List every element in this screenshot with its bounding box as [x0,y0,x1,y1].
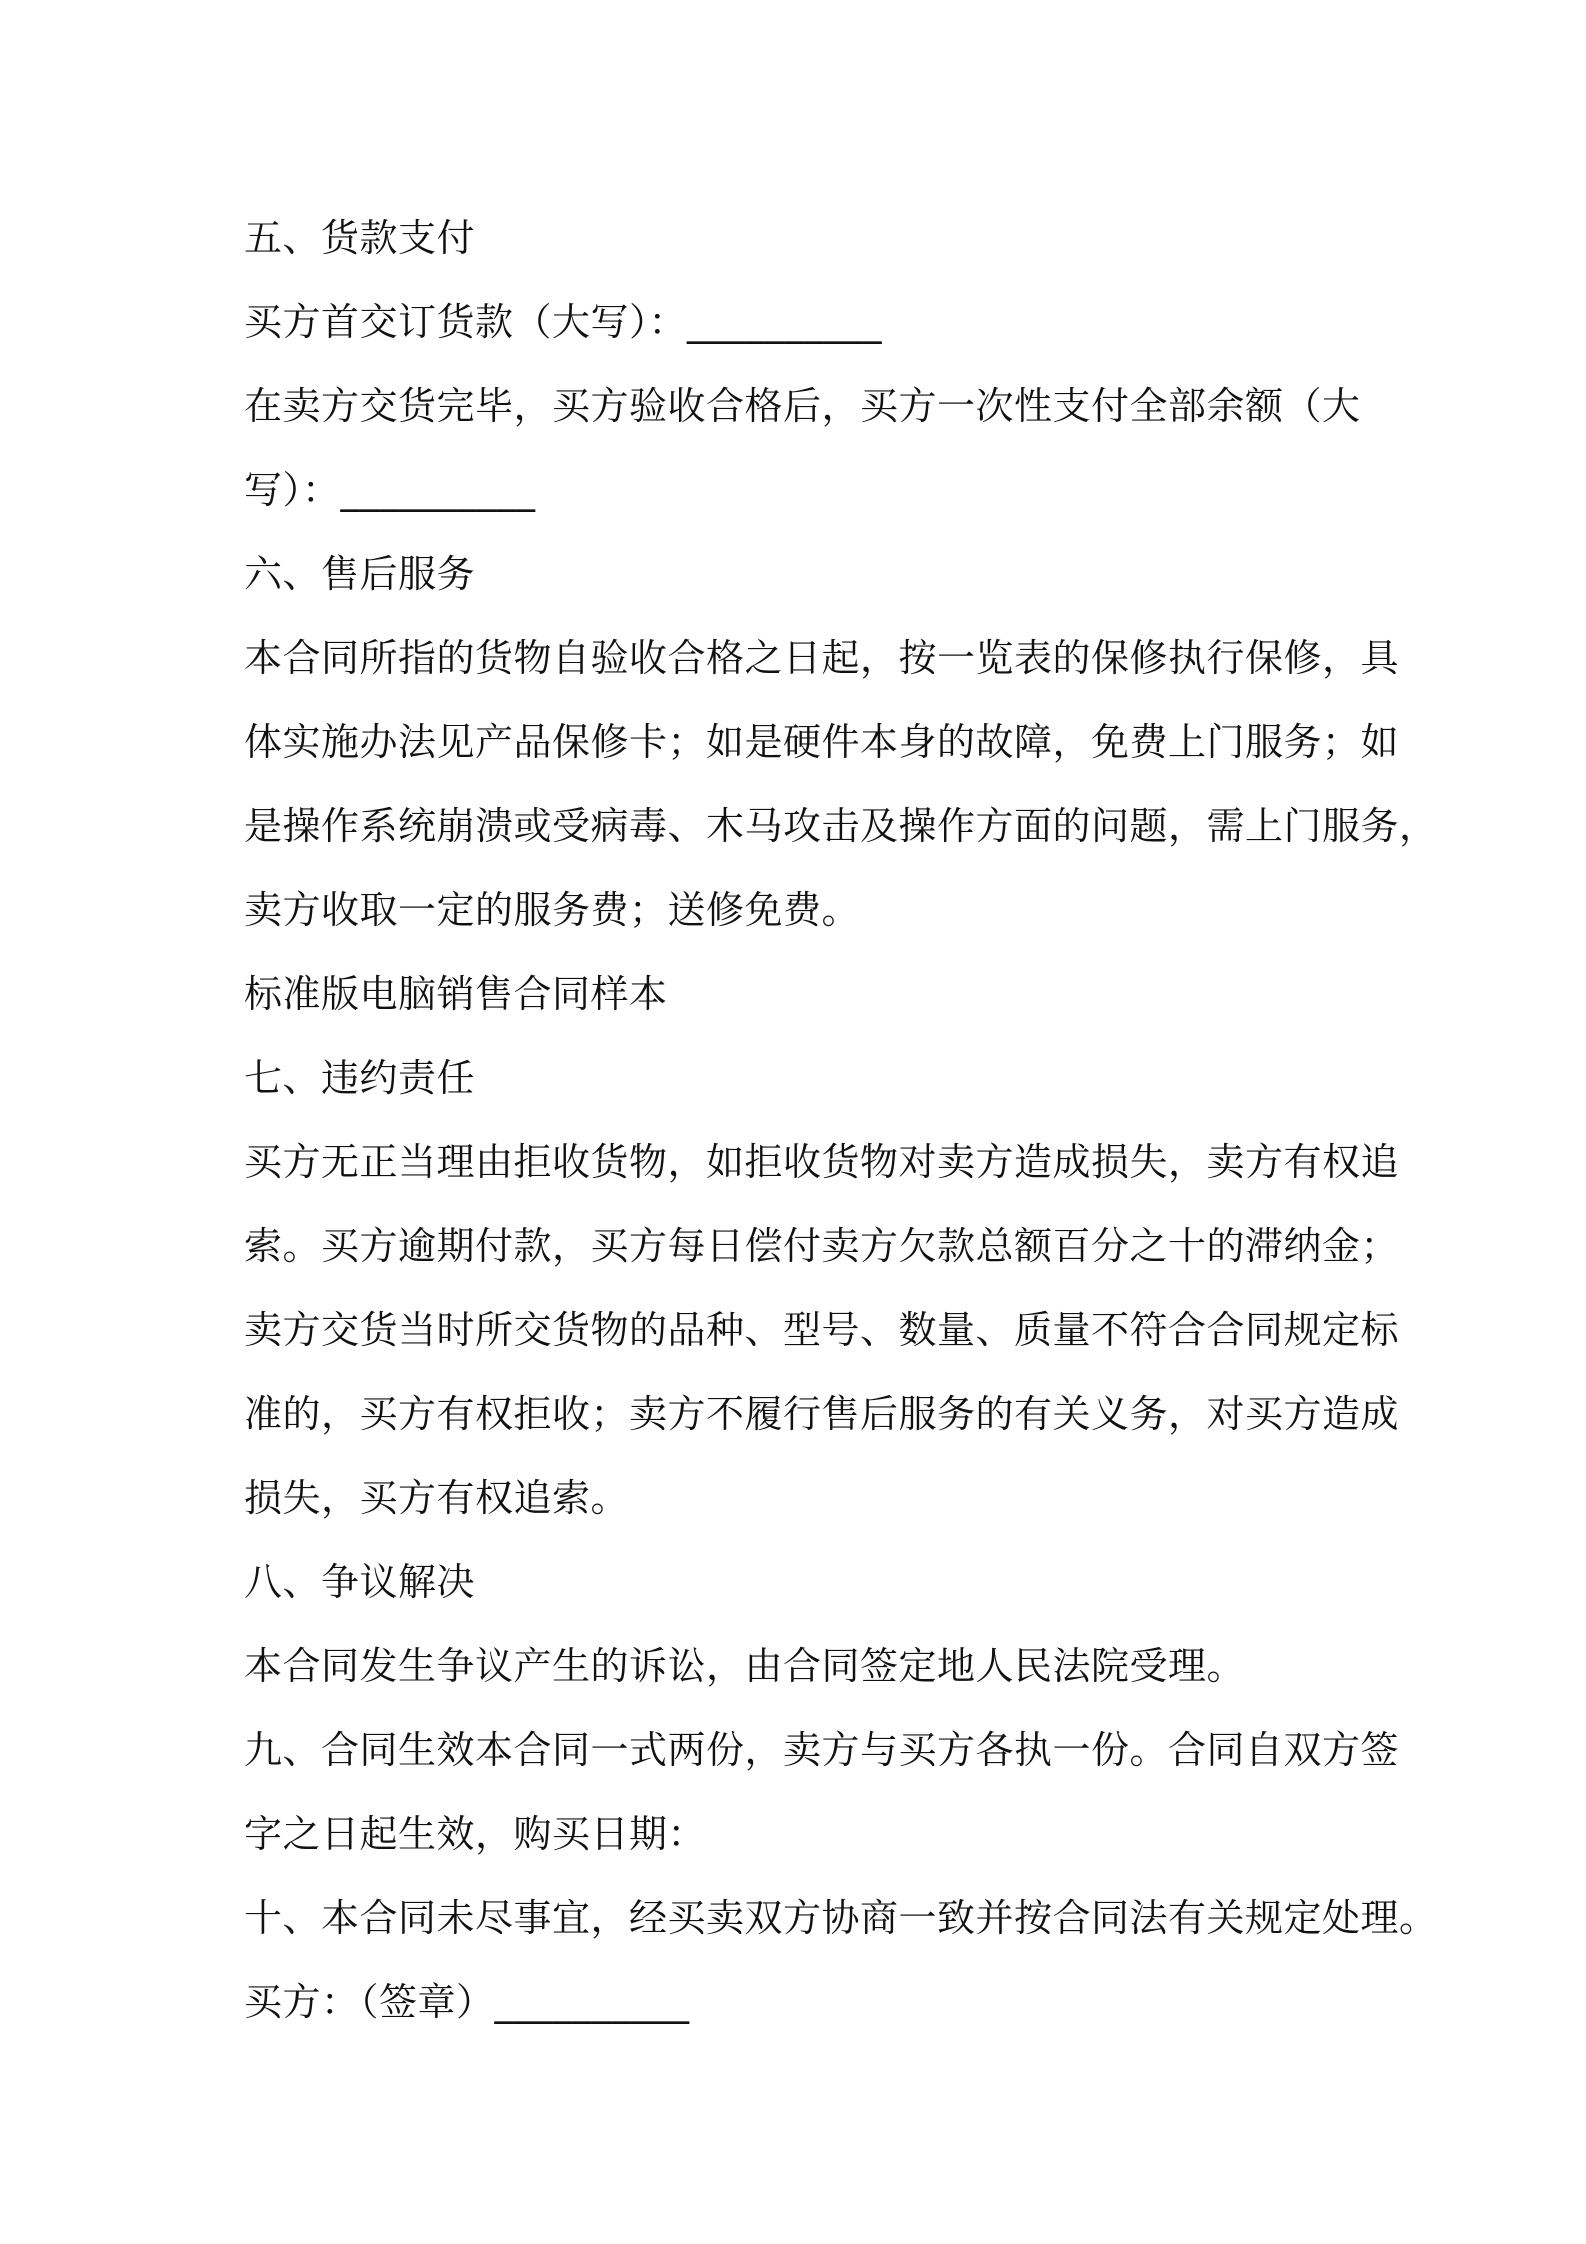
liability-paragraph-line: 损失，买方有权追索。 [244,1476,630,1520]
balance-payment-line-cont: 写）：__________ [244,468,536,512]
section-6-heading: 六、售后服务 [244,552,476,596]
warranty-paragraph-line: 本合同所指的货物自验收合格之日起，按一览表的保修执行保修，具 [244,636,1400,680]
section-10-line: 十、本合同未尽事宜，经买卖双方协商一致并按合同法有关规定处理。 [244,1896,1438,1940]
warranty-paragraph-line: 是操作系统崩溃或受病毒、木马攻击及操作方面的问题，需上门服务， [244,804,1438,848]
down-payment-line: 买方首交订货款（大写）：__________ [244,300,883,344]
liability-paragraph-line: 卖方交货当时所交货物的品种、型号、数量、质量不符合合同规定标 [244,1308,1400,1352]
balance-payment-line: 在卖方交货完毕，买方验收合格后，买方一次性支付全部余额（大 [244,384,1361,428]
buyer-signature-line: 买方：（签章）__________ [244,1980,690,2024]
dispute-paragraph-line: 本合同发生争议产生的诉讼，由合同签定地人民法院受理。 [244,1644,1246,1688]
liability-paragraph-line: 买方无正当理由拒收货物，如拒收货物对卖方造成损失，卖方有权追 [244,1140,1400,1184]
liability-paragraph-line: 准的，买方有权拒收；卖方不履行售后服务的有关义务，对买方造成 [244,1392,1400,1436]
section-9-line-cont: 字之日起生效，购买日期： [244,1812,707,1856]
liability-paragraph-line: 索。买方逾期付款，买方每日偿付卖方欠款总额百分之十的滞纳金； [244,1224,1400,1268]
section-5-heading: 五、货款支付 [244,216,476,260]
section-8-heading: 八、争议解决 [244,1560,476,1604]
section-9-line: 九、合同生效本合同一式两份，卖方与买方各执一份。合同自双方签 [244,1728,1400,1772]
document-title-line: 标准版电脑销售合同样本 [244,972,668,1016]
warranty-paragraph-line: 卖方收取一定的服务费；送修免费。 [244,888,861,932]
warranty-paragraph-line: 体实施办法见产品保修卡；如是硬件本身的故障，免费上门服务；如 [244,720,1400,764]
section-7-heading: 七、违约责任 [244,1056,476,1100]
contract-body [244,196,1438,2044]
